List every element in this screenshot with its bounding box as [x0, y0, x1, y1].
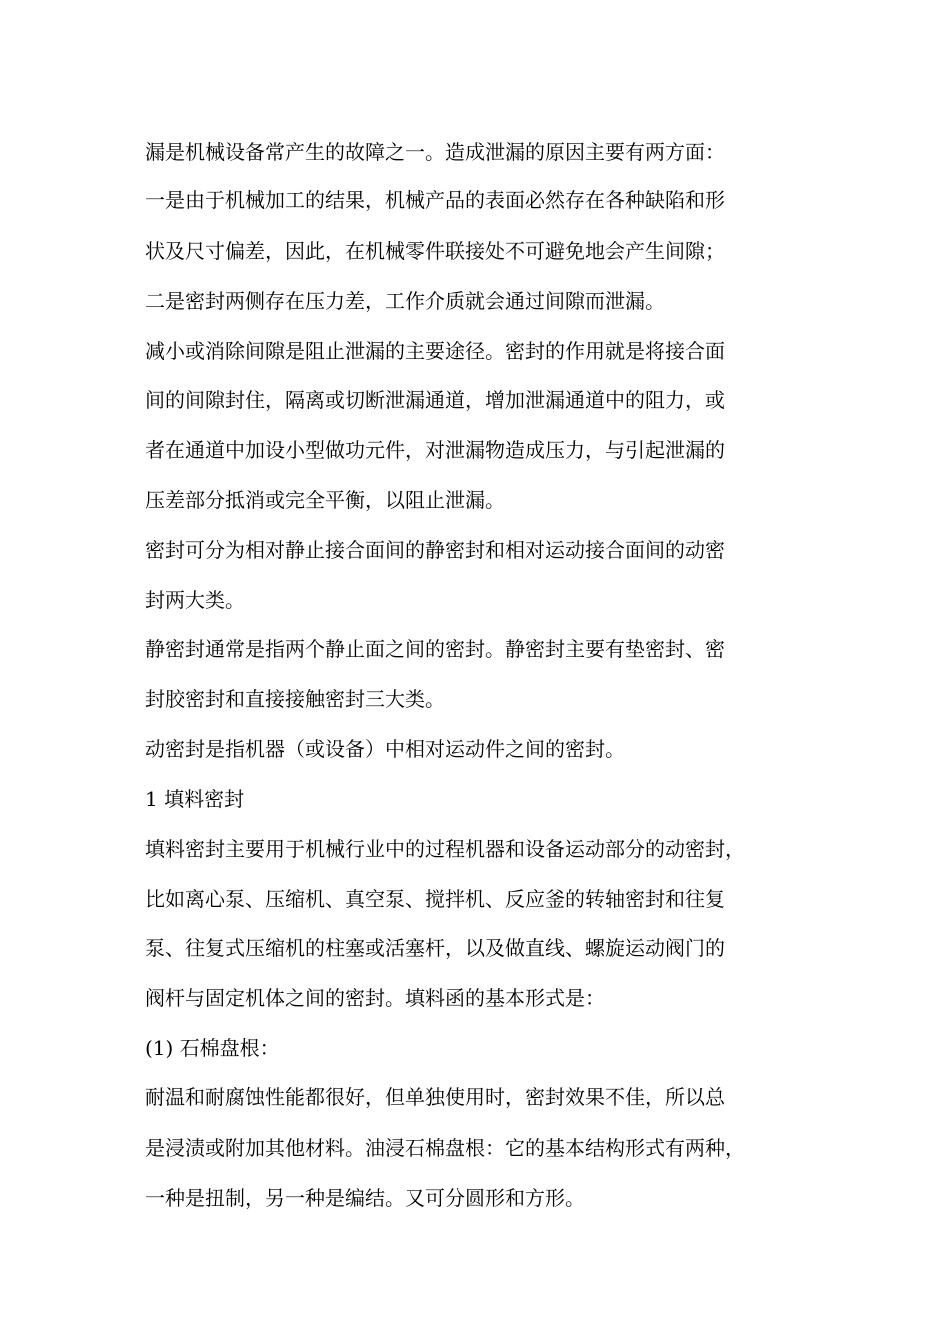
text-line: 是浸渍或附加其他材料。油浸石棉盘根：它的基本结构形式有两种，: [145, 1136, 745, 1160]
text-line: 封胶密封和直接接触密封三大类。: [145, 687, 445, 711]
text-line: 泵、往复式压缩机的柱塞或活塞杆，以及做直线、螺旋运动阀门的: [145, 936, 725, 960]
text-line: 一种是扭制，另一种是编结。又可分圆形和方形。: [145, 1186, 585, 1210]
text-line: 者在通道中加设小型做功元件，对泄漏物造成压力，与引起泄漏的: [145, 438, 725, 462]
text-line: 填料密封主要用于机械行业中的过程机器和设备运动部分的动密封，: [145, 837, 745, 861]
text-line: 一是由于机械加工的结果，机械产品的表面必然存在各种缺陷和形: [145, 188, 725, 212]
text-line: 间的间隙封住，隔离或切断泄漏通道，增加泄漏通道中的阻力，或: [145, 388, 725, 412]
text-line: 动密封是指机器（或设备）中相对运动件之间的密封。: [145, 737, 625, 761]
text-line: 漏是机械设备常产生的故障之一。造成泄漏的原因主要有两方面：: [145, 140, 725, 164]
text-line: 减小或消除间隙是阻止泄漏的主要途径。密封的作用就是将接合面: [145, 339, 725, 363]
text-line: 状及尺寸偏差，因此，在机械零件联接处不可避免地会产生间隙；: [145, 239, 725, 263]
text-line: 静密封通常是指两个静止面之间的密封。静密封主要有垫密封、密: [145, 637, 725, 661]
section-heading: 1 填料密封: [145, 787, 245, 811]
text-line: 耐温和耐腐蚀性能都很好，但单独使用时，密封效果不佳，所以总: [145, 1085, 725, 1109]
text-line: 阀杆与固定机体之间的密封。填料函的基本形式是：: [145, 986, 605, 1010]
text-line: 比如离心泵、压缩机、真空泵、搅拌机、反应釜的转轴密封和往复: [145, 887, 725, 911]
text-line: 封两大类。: [145, 588, 245, 612]
text-line: 密封可分为相对静止接合面间的静密封和相对运动接合面间的动密: [145, 538, 725, 562]
text-line: 二是密封两侧存在压力差，工作介质就会通过间隙而泄漏。: [145, 289, 665, 313]
list-item-heading: (1) 石棉盘根：: [145, 1036, 280, 1060]
text-line: 压差部分抵消或完全平衡，以阻止泄漏。: [145, 488, 505, 512]
